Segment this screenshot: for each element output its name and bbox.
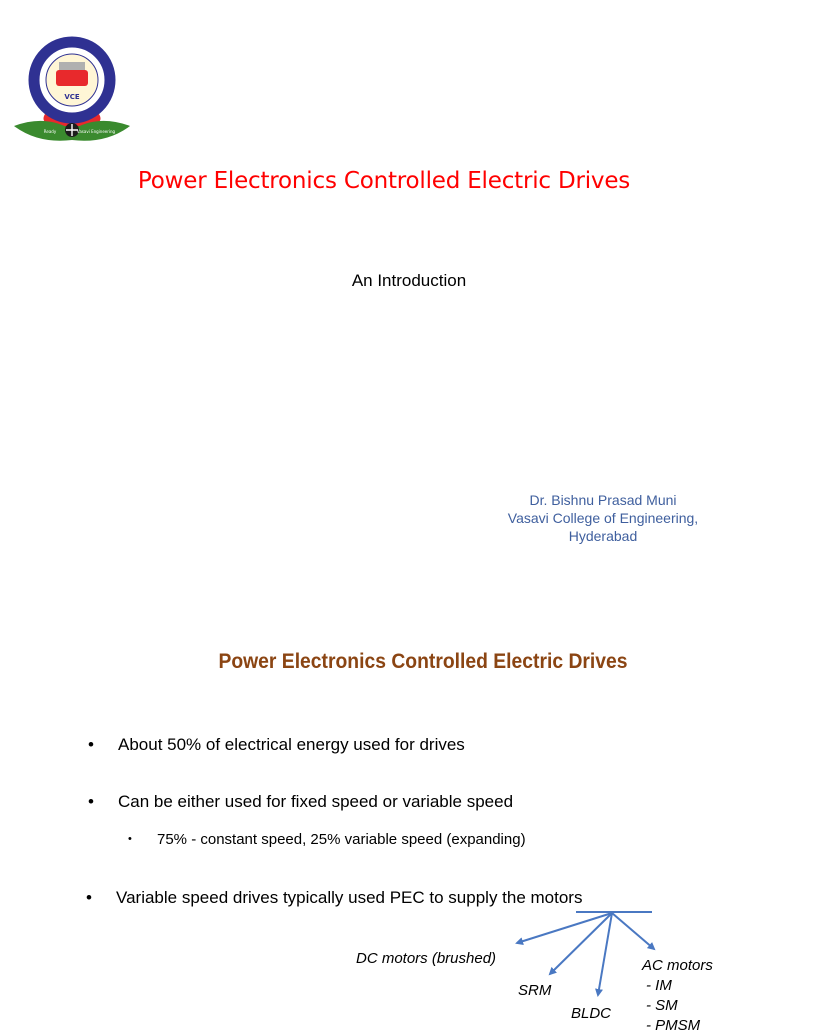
label-ac-motors bbox=[642, 956, 713, 1036]
logo-emblem-text: VCE bbox=[64, 93, 80, 101]
arrow-srm bbox=[550, 913, 612, 974]
slide2-title: Power Electronics Controlled Electric Drives bbox=[218, 650, 628, 673]
sub-bullet-text: 75% - constant speed, 25% variable speed (expanding) bbox=[157, 831, 526, 848]
bullet-dot: • bbox=[88, 735, 94, 754]
author-block bbox=[468, 491, 738, 545]
bullet-dot: • bbox=[88, 792, 94, 811]
ac-type-pmsm: - PMSM bbox=[646, 1017, 701, 1034]
ac-type-im: - IM bbox=[646, 977, 672, 994]
bullet-item bbox=[88, 735, 465, 755]
ac-motors-heading: AC motors bbox=[642, 957, 713, 974]
bullet-item bbox=[86, 888, 582, 908]
arrow-bldc bbox=[598, 913, 612, 995]
author-name: Dr. Bishnu Prasad Muni bbox=[529, 492, 677, 508]
college-logo-graphic bbox=[6, 30, 138, 152]
bullet-dot: • bbox=[128, 833, 132, 845]
arrow-dc-motors bbox=[517, 913, 612, 943]
label-srm: SRM bbox=[518, 982, 552, 999]
college-logo bbox=[6, 30, 138, 152]
label-bldc: BLDC bbox=[571, 1005, 612, 1022]
bullet-dot: • bbox=[86, 888, 92, 907]
bullet-text: Variable speed drives typically used PEC to supply the motors bbox=[116, 888, 583, 907]
sub-bullet-item bbox=[128, 831, 526, 848]
bullet-text: Can be either used for fixed speed or variable speed bbox=[118, 792, 514, 811]
author-institution: Vasavi College of Engineering, bbox=[507, 510, 699, 526]
content-slide bbox=[0, 590, 768, 1034]
logo-ribbon-left: Ready bbox=[43, 129, 57, 134]
author-city: Hyderabad bbox=[568, 528, 638, 544]
ac-type-sm: - SM bbox=[646, 997, 678, 1014]
slide1-title: Power Electronics Controlled Electric Drives bbox=[137, 168, 631, 194]
label-dc-motors: DC motors (brushed) bbox=[356, 950, 497, 967]
bullet-text: About 50% of electrical energy used for drives bbox=[118, 735, 465, 754]
logo-ribbon-right: Vasavi Engineering bbox=[76, 129, 116, 134]
arrow-ac-motors bbox=[612, 913, 654, 949]
bullet-item bbox=[88, 792, 513, 812]
slide1-subtitle: An Introduction bbox=[351, 271, 467, 290]
